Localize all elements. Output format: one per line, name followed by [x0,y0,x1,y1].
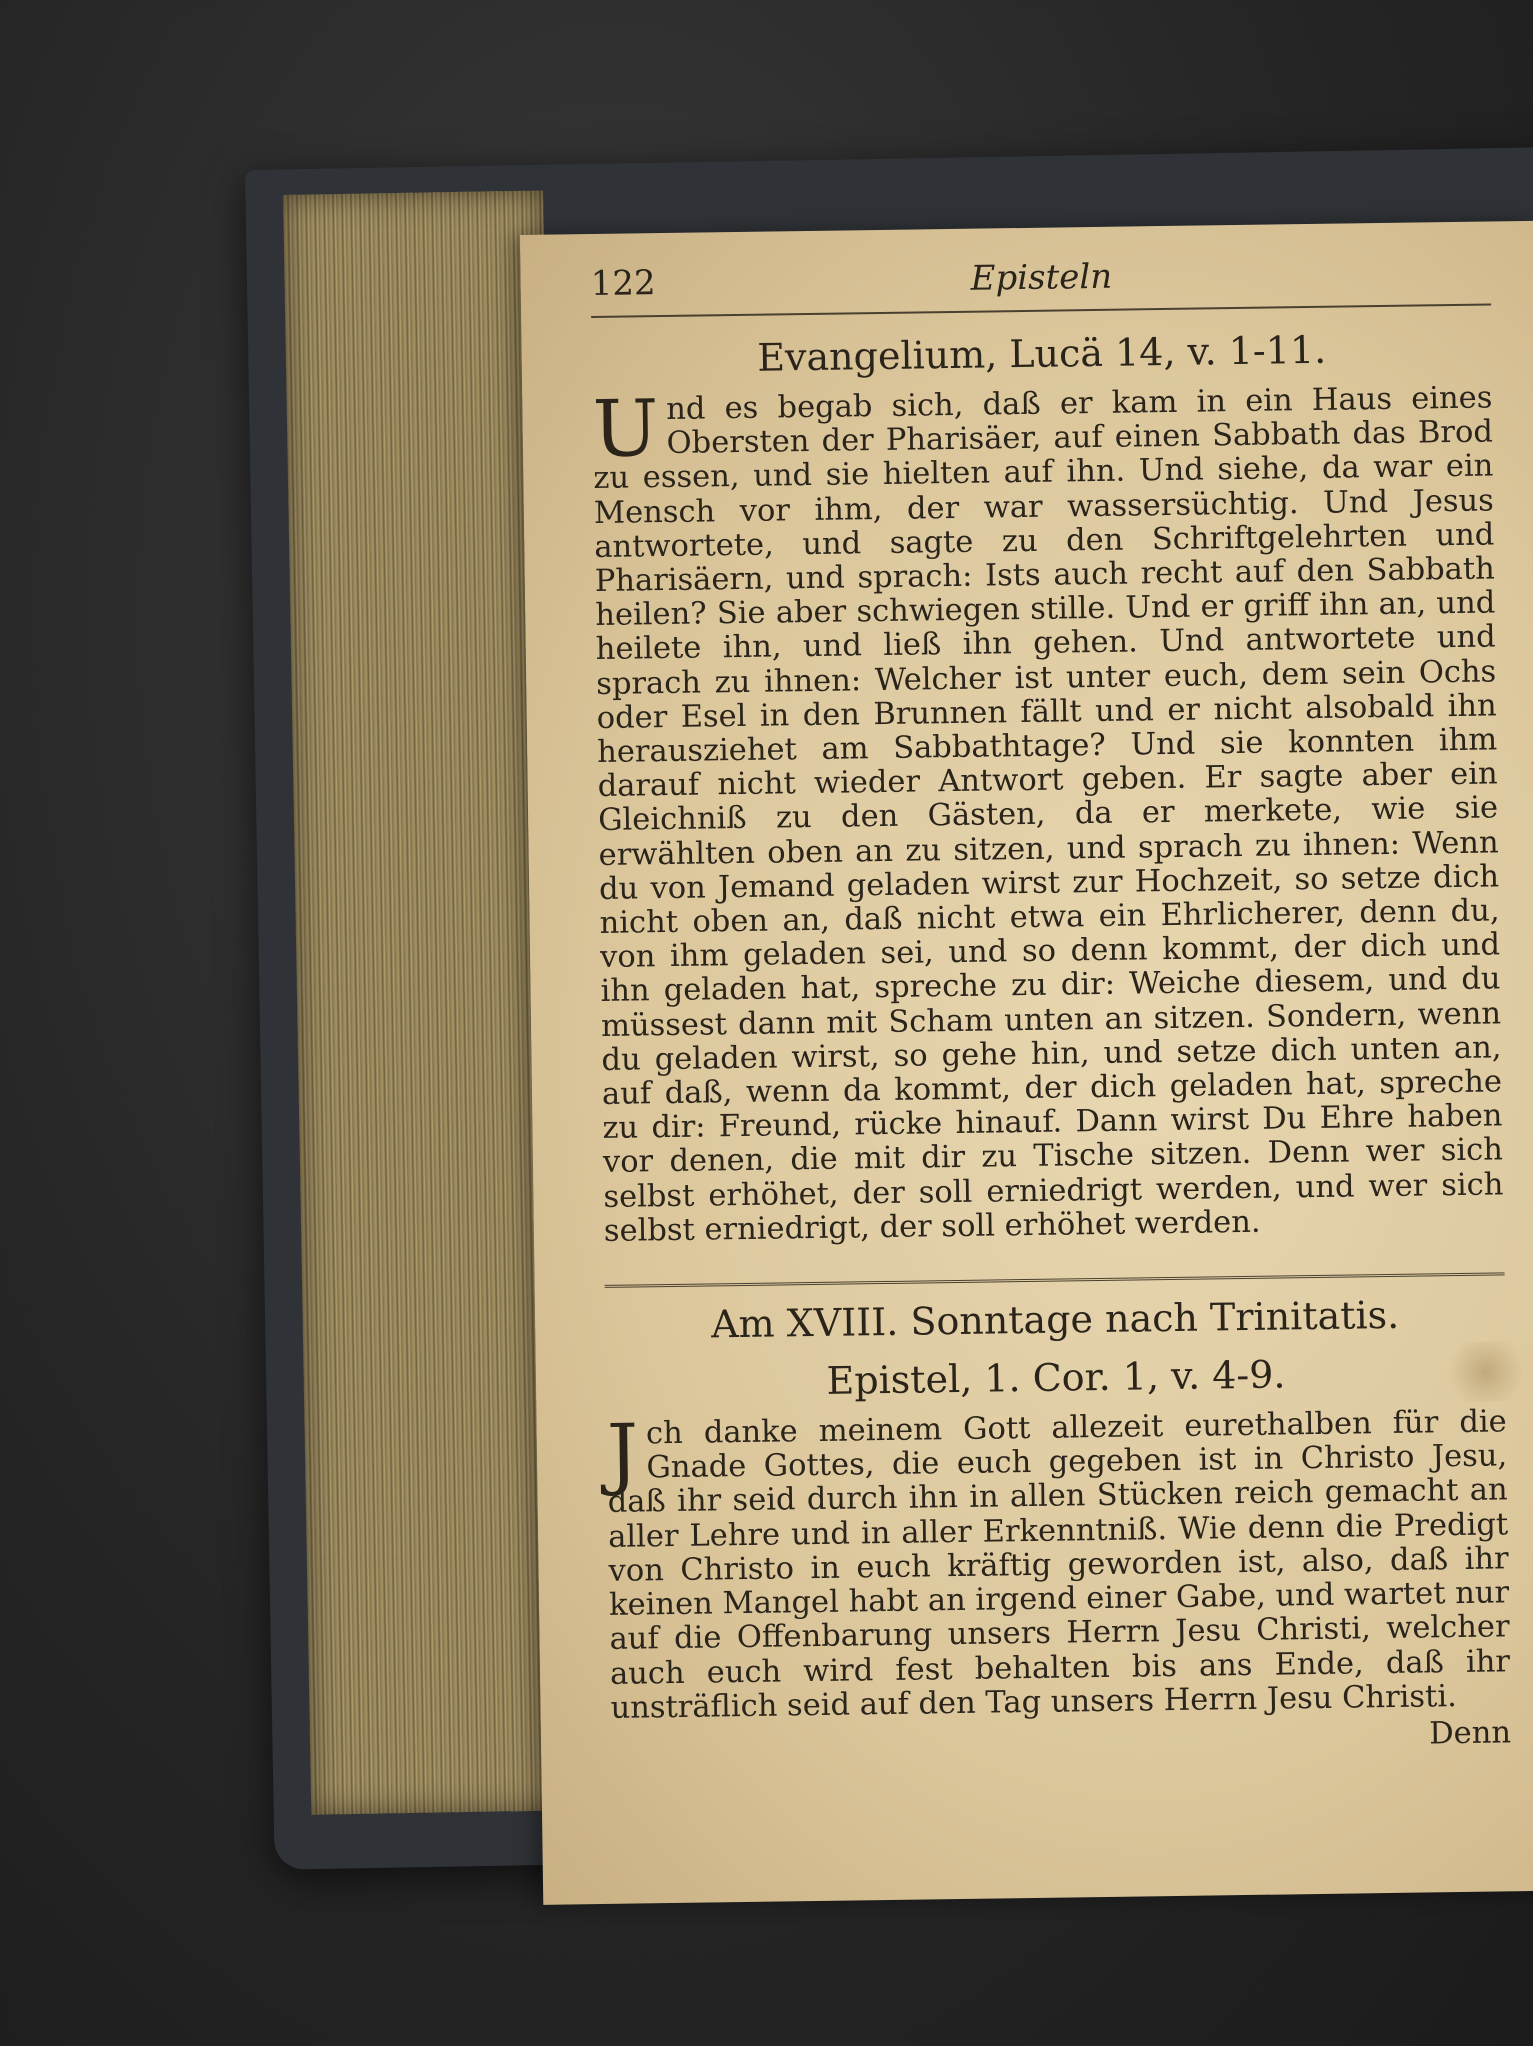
running-head [590,241,1491,312]
page-content [590,241,1511,1762]
paper-stain [1441,1341,1532,1402]
gospel-paragraph: nd es begab sich, daß er kam in ein Haus eines Obersten der Pharisäer, auf einen Sabbath das Brod zu essen, und sie hielten auf ihn. Und siehe, da war ein Mensch vor ihm, der war wassersüchtig. Und Jesus antwortete, und sagte zu den Schriftgelehrten und Pharisäern, und sprach: Ists auch recht auf den Sabbath heilen? Sie aber schwiegen stille. Und er griff ihn an, und heilete ihn, und ließ ihn gehen. Und antwortete und sprach zu ihnen: Welcher ist unter euch, dem sein Ochs oder Esel in den Brunnen fällt und er nicht alsobald ihn herausziehet am Sabbathtage? Und sie konnten ihm darauf nicht wieder Antwort geben. Er sagte aber ein Gleichniß zu den Gästen, da er merkete, wie sie erwählten oben an zu sitzen, und sprach zu ihnen: Wenn du von Jemand geladen wirst zur Hochzeit, so setze dich nicht oben an, daß nicht etwa ein Ehrlicherer, denn du, von ihm geladen sei, und so denn kommt, der dich und ihn geladen hat, spreche zu dir: Weiche diesem, und du müssest dann mit Scham unten an sitzen. Sondern, wenn du geladen wirst, so gehe hin, und setze dich unten an, auf daß, wenn da kommt, der dich geladen hat, spreche zu dir: Freund, rücke hinauf. Dann wirst Du Ehre haben vor denen, die mit dir zu Tische sitzen. Denn wer sich selbst erhöhet, der soll erniedrigt werden, und wer sich selbst erniedrigt, der soll erhöhet werden. [593,380,1504,1249]
section-subheading-epistle: Epistel, 1. Cor. 1, v. 4-9. [826,1352,1286,1403]
drop-cap: U [592,384,660,475]
catchword: Denn [1428,1715,1512,1752]
book-page [520,221,1533,1905]
section-heading-gospel: Evangelium, Lucä 14, v. 1-11. [756,327,1327,380]
section-divider [605,1272,1505,1288]
drop-cap: J [606,1408,639,1499]
running-title: Episteln [970,256,1113,299]
section-heading-sunday: Am XVIII. Sonntage nach Trinitatis. [710,1292,1400,1347]
gospel-text [592,381,1504,1249]
epistle-text [607,1405,1511,1725]
epistle-paragraph: ch danke meinem Gott allezeit eurethalben für die Gnade Gottes, die euch gegeben ist in Christo Jesu, daß ihr seid durch ihn in allen Stücken reich gemacht an aller Lehre und in aller Erkenntniß. Wie denn die Predigt von Christo in euch kräftig geworden ist, also, daß ihr keinen Mangel habt an irgend einer Gabe, und wartet nur auf die Offenbarung unsers Herrn Jesu Christi, welcher auch euch wird fest behalten bis ans Ende, daß ihr unsträflich seid auf den Tag unsers Herrn Jesu Christi. [607,1404,1511,1726]
page-number: 122 [590,263,656,305]
